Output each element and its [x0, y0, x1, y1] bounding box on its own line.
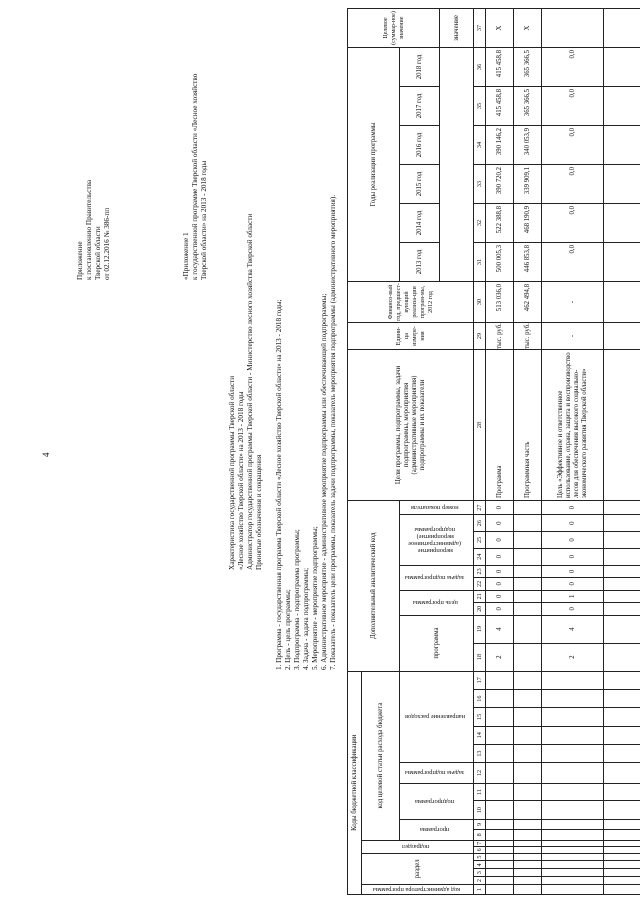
colnum: 22 — [474, 578, 486, 590]
dak-cell: 4 — [542, 615, 604, 643]
h-kcsr-zadacha: задача подпрограммы — [400, 763, 474, 783]
note-4: 4. Задача - задача подпрограммы; — [302, 567, 310, 670]
h-year-2017: 2017 год — [400, 87, 440, 126]
colnum: 5 — [474, 853, 486, 861]
dak-cell — [514, 643, 542, 671]
row-value-2018: 0,0 — [542, 48, 604, 87]
colnum: 12 — [474, 763, 486, 783]
colnum: 20 — [474, 603, 486, 615]
row-value-2018: 365 366,5 — [514, 48, 542, 87]
h-additional-code: Дополнительный аналитический код — [348, 501, 400, 672]
dak-cell: 0 — [542, 603, 604, 615]
colnum: 4 — [474, 861, 486, 869]
row-value-2017: 365 366,5 — [514, 87, 542, 126]
colnum: 8 — [474, 830, 486, 840]
colnum: 37 — [474, 9, 486, 48]
row-unit: тыс. руб. — [486, 323, 514, 350]
row-target: X — [486, 9, 514, 48]
h-podrazdel: подраздел — [362, 840, 474, 853]
heading-line-2: «Лесное хозяйство Тверской области» на 2013 - 2018 годы — [237, 391, 245, 570]
dak-cell: 0 — [486, 548, 514, 565]
row-target — [542, 9, 604, 48]
h-razdel: раздел — [362, 853, 474, 884]
colnum: 19 — [474, 615, 486, 643]
dak-cell — [514, 532, 542, 549]
row-value-2013: 500 005,3 — [486, 243, 514, 282]
dak-cell — [514, 615, 542, 643]
row-unit: - — [542, 323, 604, 350]
row-value-2013: 0,0 — [542, 243, 604, 282]
dak-cell: 0 — [486, 603, 514, 615]
note-1: 1. Программа - государственная программа Тверской области «Лесное хозяйство Тверской области» на 2013 - 2018 годы; — [275, 299, 283, 670]
annex-line-1: «Приложение 1 — [182, 232, 190, 280]
colnum: 24 — [474, 548, 486, 565]
colnum: 36 — [474, 48, 486, 87]
h-dak-programma: программа — [400, 615, 474, 671]
dak-cell: 1 — [542, 590, 604, 602]
annex-line-2: к государственной программе Тверской области «Лесное хозяйство — [191, 73, 199, 280]
h-dak-zadacha: задача подпрограммы — [400, 565, 474, 590]
h-years-spacer — [440, 48, 474, 282]
colnum: 7 — [474, 840, 486, 846]
annex-block — [182, 74, 209, 280]
dak-cell: 0 — [486, 501, 514, 515]
page-number: 4 — [41, 452, 51, 457]
row-value-2016: 0,0 — [542, 126, 604, 165]
dak-cell — [514, 565, 542, 577]
colnum: 13 — [474, 744, 486, 762]
row-value-2016: 390 146,2 — [486, 126, 514, 165]
h-admin-code: код администратора программы — [362, 885, 474, 895]
dak-cell: 0 — [542, 501, 604, 515]
heading-line-3: Администратор государственной программы Тверской области - Министерство лесного хозяйства Тверской области — [246, 213, 254, 570]
row-name: Программная часть — [514, 350, 542, 501]
note-5: 5. Мероприятие - мероприятие подпрограммы; — [311, 526, 319, 670]
colnum: 27 — [474, 501, 486, 515]
heading-line-4: Принятые обозначения и сокращения — [255, 454, 263, 570]
table-row — [514, 9, 542, 895]
row-unit: тыс. руб. — [514, 323, 542, 350]
row-value-2018: 415 458,8 — [486, 48, 514, 87]
h-kcsr-napravlenie: направление расходов — [400, 671, 474, 763]
h-year-2018: 2018 год — [400, 48, 440, 87]
h-goals: Цели программы, подпрограммы, задачи подпрограммы, мероприятия (административные мероприятия) подпрограммы и их показатели — [348, 350, 474, 501]
dak-cell — [514, 548, 542, 565]
colnum: 21 — [474, 590, 486, 602]
colnum: 15 — [474, 708, 486, 726]
table-row-empty — [604, 9, 640, 895]
dak-cell: 0 — [486, 565, 514, 577]
dak-cell — [514, 603, 542, 615]
table-row — [486, 9, 514, 895]
heading-block — [228, 214, 264, 570]
row-value-2014: 468 190,9 — [514, 204, 542, 243]
dak-cell: 4 — [486, 615, 514, 643]
dak-cell: 2 — [486, 643, 514, 671]
colnum: 29 — [474, 323, 486, 350]
appendix-line-3: Тверской области — [94, 226, 102, 280]
row-name: Цель «Эффективное и ответственное использование, охрана, защита и воспроизводство лесов для обеспечения высокого социально-экономического развития Тверской области» — [542, 350, 604, 501]
row-value-2014: 0,0 — [542, 204, 604, 243]
h-kcsr: код целевой статьи расхода бюджета — [362, 671, 400, 840]
dak-cell: 0 — [486, 578, 514, 590]
row-target: X — [514, 9, 542, 48]
heading-line-1: Характеристика государственной программы Тверской области — [228, 375, 236, 570]
colnum: 1 — [474, 885, 486, 895]
notes-block — [275, 195, 338, 670]
row-fin2012: 513 036,0 — [486, 282, 514, 323]
colnum: 26 — [474, 515, 486, 532]
h-budget-codes: Коды бюджетной классификации — [348, 671, 362, 894]
h-year-2016: 2016 год — [400, 126, 440, 165]
colnum: 16 — [474, 689, 486, 707]
appendix-block — [76, 180, 112, 280]
row-value-2014: 522 388,8 — [486, 204, 514, 243]
colnum: 9 — [474, 819, 486, 829]
h-kcsr-podprogramma: подпрограмма — [400, 783, 474, 819]
appendix-line-2: к постановлению Правительства — [85, 179, 93, 280]
dak-cell: 0 — [486, 590, 514, 602]
colnum: 6 — [474, 847, 486, 853]
colnum: 11 — [474, 783, 486, 801]
note-3: 3. Подпрограмма - подпрограмма программы; — [293, 529, 301, 670]
dak-cell: 0 — [542, 515, 604, 532]
dak-cell — [514, 501, 542, 515]
row-value-2015: 0,0 — [542, 165, 604, 204]
dak-cell: 0 — [542, 532, 604, 549]
colnum: 14 — [474, 726, 486, 744]
colnum: 28 — [474, 350, 486, 501]
h-dak-meropriyatie: мероприятие (административное мероприятие) подпрограммы — [400, 515, 474, 565]
dak-cell: 0 — [542, 565, 604, 577]
colnum: 10 — [474, 801, 486, 819]
h-dak-cel: цель программы — [400, 590, 474, 615]
row-value-2013: 446 853,8 — [514, 243, 542, 282]
h-kcsr-programma: программа — [400, 819, 474, 840]
colnum: 3 — [474, 869, 486, 877]
dak-cell — [514, 515, 542, 532]
annex-line-3: Тверской области» на 2013 - 2018 годы — [200, 160, 208, 280]
colnum: 33 — [474, 165, 486, 204]
dak-cell — [514, 590, 542, 602]
h-fin-2012: Финансо-вый год, предшест-вующий реализа-ции програм-мы, 2012 год — [348, 282, 474, 323]
colnum: 23 — [474, 565, 486, 577]
row-value-2015: 390 720,2 — [486, 165, 514, 204]
colnum: 2 — [474, 877, 486, 885]
note-2: 2. Цель - цель программы; — [284, 589, 292, 670]
h-years: Годы реализации программы — [348, 48, 400, 282]
row-fin2012: - — [542, 282, 604, 323]
note-7: 7. Показатель - показатель цели программы, показатель задачи подпрограммы, показатель мероприятия подпрограммы (административного мероприятия). — [329, 194, 337, 670]
row-name: Программа — [486, 350, 514, 501]
h-unit: Едини-ца измере-ния — [348, 323, 474, 350]
colnum: 25 — [474, 532, 486, 549]
h-target: Целевое (суммар-ное) значение — [348, 9, 440, 48]
colnum: 18 — [474, 643, 486, 671]
h-dak-nomer: номер показателя — [400, 501, 474, 515]
note-6: 6. Административное мероприятие - административное мероприятие подпрограммы или обеспечивающей подпрограммы; — [320, 293, 328, 670]
dak-cell: 0 — [486, 515, 514, 532]
h-year-2015: 2015 год — [400, 165, 440, 204]
h-year-2013: 2013 год — [400, 243, 440, 282]
colnum: 31 — [474, 243, 486, 282]
colnum: 34 — [474, 126, 486, 165]
appendix-line-1: Приложение — [76, 241, 84, 280]
dak-cell: 0 — [486, 532, 514, 549]
h-year-2014: 2014 год — [400, 204, 440, 243]
program-characteristics-table — [347, 8, 640, 895]
colnum: 35 — [474, 87, 486, 126]
row-value-2017: 0,0 — [542, 87, 604, 126]
row-value-2016: 340 053,9 — [514, 126, 542, 165]
appendix-line-4: от 02.12.2016 № 386-пп — [103, 207, 111, 280]
h-value: значение — [440, 9, 474, 48]
dak-cell: 0 — [542, 578, 604, 590]
row-value-2015: 339 909,1 — [514, 165, 542, 204]
dak-cell: 2 — [542, 643, 604, 671]
row-fin2012: 462 494,8 — [514, 282, 542, 323]
dak-cell — [514, 578, 542, 590]
dak-cell: 0 — [542, 548, 604, 565]
row-value-2017: 415 458,8 — [486, 87, 514, 126]
colnum: 30 — [474, 282, 486, 323]
table-row — [542, 9, 604, 895]
colnum: 17 — [474, 671, 486, 689]
colnum: 32 — [474, 204, 486, 243]
column-number-row — [474, 9, 486, 895]
